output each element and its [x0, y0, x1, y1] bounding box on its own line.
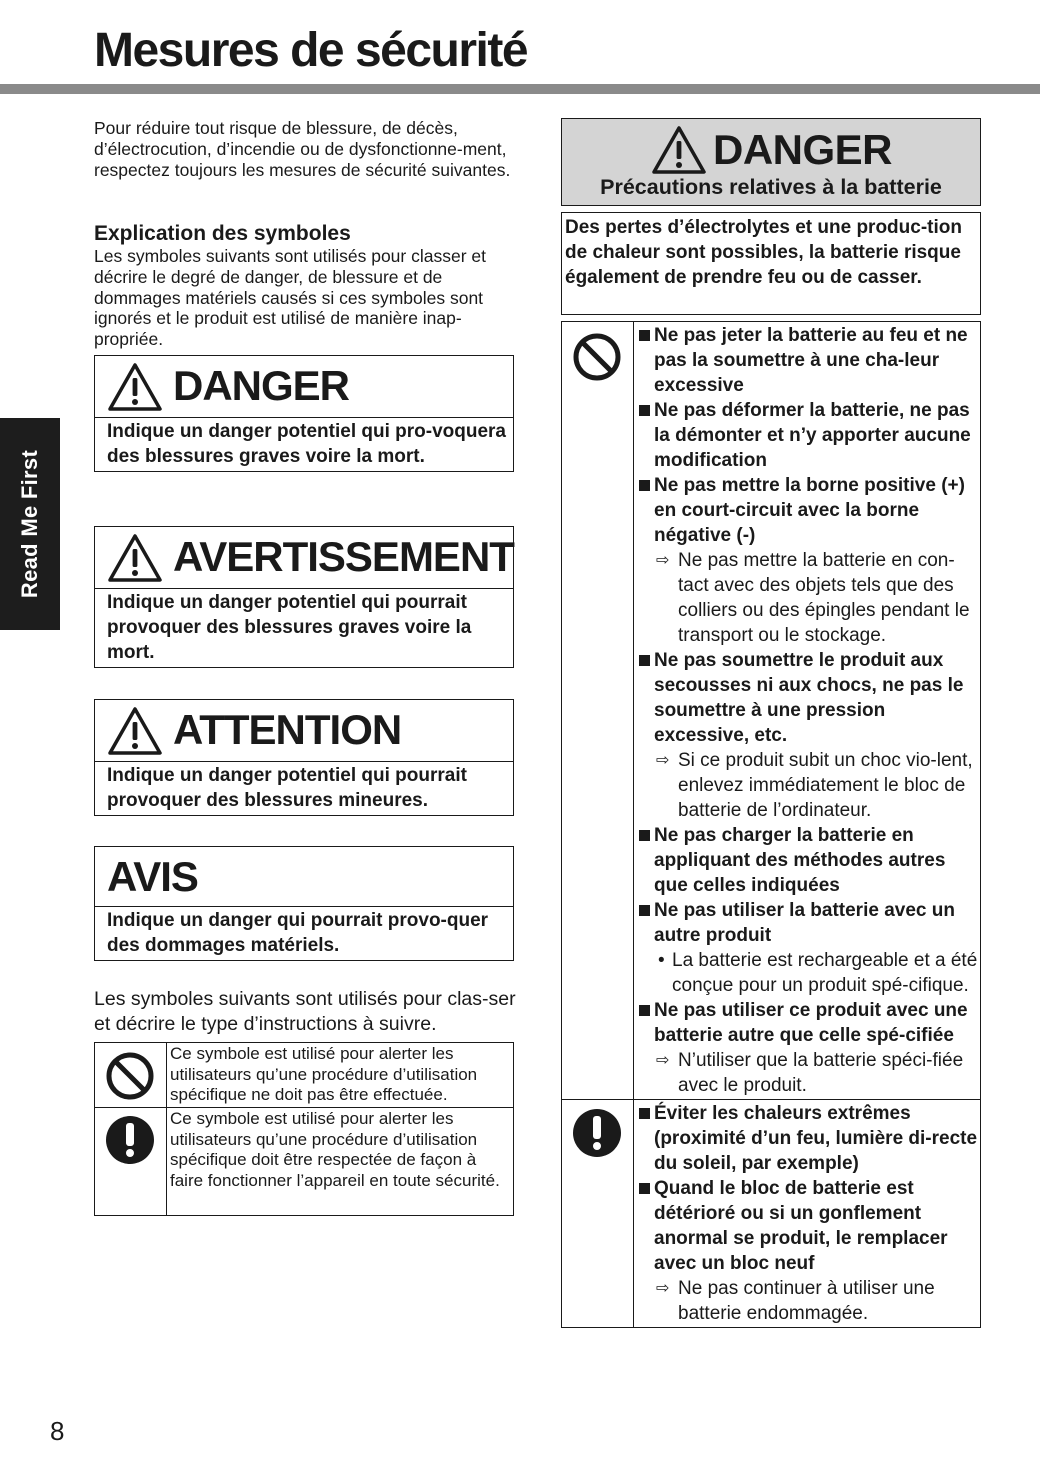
battery-danger-banner: [561, 118, 981, 206]
warning-level-description: Indique un danger potentiel qui pourrait provoquer des blessures graves voire la mort.: [107, 592, 472, 663]
warning-triangle-icon: [107, 362, 163, 412]
battery-rules-table: [561, 321, 981, 1328]
page-title: Mesures de sécurité: [94, 24, 528, 77]
danger-level-word: DANGER: [173, 362, 350, 409]
symbols-heading: Explication des symboles: [94, 222, 351, 245]
warning-triangle-icon: [651, 125, 707, 175]
symbols-explanation-text: Les symboles suivants sont utilisés pour classer et décrire le degré de danger, de blessure et de dommages matériels causés si ces symboles sont ignorés et le produit est utilisé de manière inap-propriée.: [94, 246, 486, 350]
table-icon-cell: [562, 322, 634, 1099]
prohibition-symbol-text: Ce symbole est utilisé pour alerter les utilisateurs qu’une procédure d’utilisation spécifique ne doit pas être effectuée.: [170, 1044, 478, 1105]
notice-level-box: [94, 846, 514, 961]
caution-level-description: Indique un danger potentiel qui pourrait provoquer des blessures mineures.: [107, 765, 467, 811]
caution-level-word: ATTENTION: [173, 706, 402, 753]
caution-level-box: [94, 699, 514, 816]
warning-level-box: [94, 526, 514, 668]
title-divider: [0, 84, 1040, 94]
rule-bullet-note: • La batterie est rechargeable et a été conçue pour un produit spé-cifique.: [638, 948, 978, 998]
prohibited-rule: Ne pas déformer la batterie, ne pas la démonter et n’y apporter aucune modification: [638, 398, 978, 473]
battery-danger-subtitle: Précautions relatives à la batterie: [600, 175, 942, 199]
notice-level-description: Indique un danger qui pourrait provo-quer des dommages matériels.: [107, 910, 489, 956]
table-row: [95, 1107, 513, 1215]
prohibited-rule: Ne pas mettre la borne positive (+) en court-circuit avec la borne négative (-): [638, 473, 978, 548]
caution-level-header: [95, 700, 513, 762]
danger-level-description: Indique un danger potentiel qui pro-voquera des blessures graves voire la mort.: [107, 421, 506, 467]
mandatory-icon: [572, 1108, 622, 1158]
instruction-symbols-table: [94, 1042, 514, 1216]
mandatory-rules-list: [634, 1100, 980, 1327]
notice-level-header: [95, 847, 513, 907]
side-tab: [0, 418, 60, 630]
rule-note: ⇨ Si ce produit subit un choc vio-lent, enlevez immédiatement le bloc de batterie de l’ordinateur.: [638, 748, 978, 823]
intro-text: Pour réduire tout risque de blessure, de décès, d’électrocution, d’incendie ou de dysfonctionne-ment, respectez toujours les mesures de sécurité suivantes.: [94, 118, 511, 180]
table-icon-cell: [95, 1108, 167, 1215]
prohibited-rule: Ne pas charger la batterie en appliquant des méthodes autres que celles indiquées: [638, 823, 978, 898]
mandatory-symbol-text: Ce symbole est utilisé pour alerter les utilisateurs qu’une procédure d’utilisation spécifique doit être respectée de façon à faire fonctionner l’appareil en toute sécurité.: [170, 1109, 500, 1190]
warning-triangle-icon: [107, 533, 163, 583]
warning-level-word: AVERTISSEMENT: [173, 533, 514, 580]
rule-note: ⇨ Ne pas mettre la batterie en con-tact avec des objets tels que des colliers ou des épingles pendant le transport ou le stockage.: [638, 548, 978, 648]
prohibited-rules-list: [634, 322, 980, 1099]
prohibition-icon: [572, 332, 622, 382]
rule-note: ⇨ Ne pas continuer à utiliser une batterie endommagée.: [638, 1276, 978, 1326]
danger-level-header: [95, 356, 513, 418]
page-number: 8: [50, 1416, 65, 1446]
danger-level-box: [94, 355, 514, 472]
prohibited-rule: Ne pas utiliser ce produit avec une batterie autre que celle spé-cifiée: [638, 998, 978, 1048]
prohibited-rule: Ne pas soumettre le produit aux secousses ni aux chocs, ne pas le soumettre à une pression excessive, etc.: [638, 648, 978, 748]
warning-triangle-icon: [107, 706, 163, 756]
prohibited-rule: Ne pas jeter la batterie au feu et ne pas la soumettre à une cha-leur excessive: [638, 323, 978, 398]
battery-danger-word: DANGER: [713, 126, 893, 173]
rule-note: ⇨ N’utiliser que la batterie spéci-fiée avec le produit.: [638, 1048, 978, 1098]
prohibited-rule: Ne pas utiliser la batterie avec un autre produit: [638, 898, 978, 948]
table-icon-cell: [562, 1100, 634, 1327]
prohibition-icon: [105, 1051, 155, 1101]
mandatory-rules-row: [562, 1099, 980, 1327]
instruction-types-intro: Les symboles suivants sont utilisés pour clas-ser et décrire le type d’instructions à suivre.: [94, 988, 516, 1035]
mandatory-rule: Éviter les chaleurs extrêmes (proximité d’un feu, lumière di-recte du soleil, par exemple): [638, 1101, 978, 1176]
mandatory-rule: Quand le bloc de batterie est détérioré ou si un gonflement anormal se produit, le remplacer avec un bloc neuf: [638, 1176, 978, 1276]
mandatory-icon: [105, 1115, 155, 1165]
table-icon-cell: [95, 1043, 167, 1107]
prohibited-rules-row: [562, 322, 980, 1099]
table-row: [95, 1043, 513, 1107]
battery-warning-text: Des pertes d’électrolytes et une produc-tion de chaleur sont possibles, la batterie risque également de prendre feu ou de casser.: [561, 212, 981, 315]
warning-level-header: [95, 527, 513, 589]
side-tab-label: Read Me First: [17, 449, 42, 599]
notice-level-word: AVIS: [107, 853, 198, 900]
